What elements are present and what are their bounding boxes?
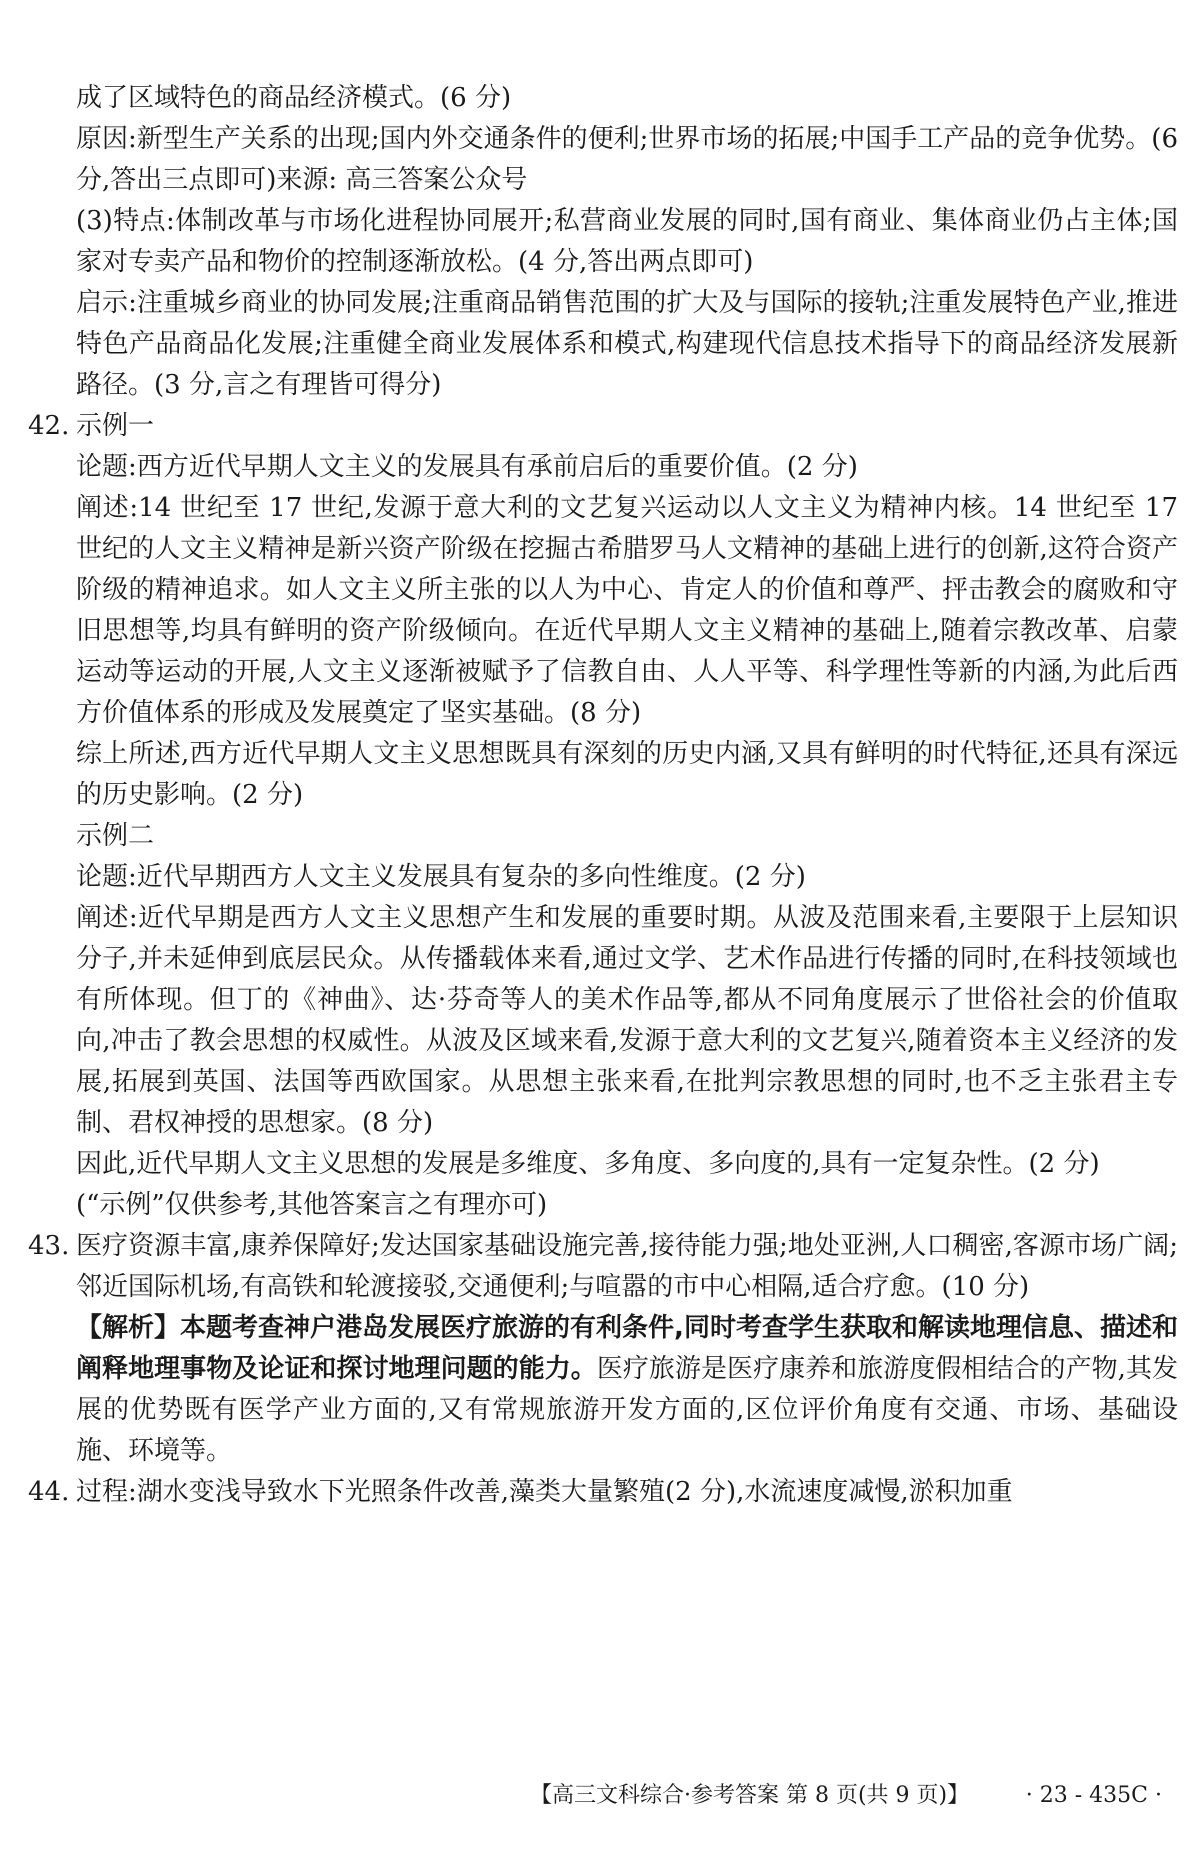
q42-example1-topic: 论题:西方近代早期人文主义的发展具有承前启后的重要价值。(2 分) xyxy=(76,452,858,482)
q42-number: 42. xyxy=(28,411,70,441)
q41-inspiration: 启示:注重城乡商业的协同发展;注重商品销售范围的扩大及与国际的接轨;注重发展特色产业,推进特色产品商品化发展;注重健全商业发展体系和模式,构建现代信息技术指导下的商品经济发展新路径。(3 分,言之有理皆可得分) xyxy=(76,288,1178,400)
q42-example1-conclusion: 综上所述,西方近代早期人文主义思想既具有深刻的历史内涵,又具有鲜明的时代特征,还具有深远的历史影响。(2 分) xyxy=(76,739,1178,810)
q43-number: 43. xyxy=(28,1231,70,1261)
q41-reasons: 原因:新型生产关系的出现;国内外交通条件的便利;世界市场的拓展;中国手工产品的竞争优势。(6 分,答出三点即可)来源: 高三答案公众号 xyxy=(76,124,1178,195)
q42-example2-body: 阐述:近代早期是西方人文主义思想产生和发展的重要时期。从波及范围来看,主要限于上层知识分子,并未延伸到底层民众。从传播载体来看,通过文学、艺术作品进行传播的同时,在科技领域也有所体现。但丁的《神曲》、达·芬奇等人的美术作品等,都从不同角度展示了世俗社会的价值取向,冲击了教会思想的权威性。从波及区域来看,发源于意大利的文艺复兴,随着资本主义经济的发展,拓展到英国、法国等西欧国家。从思想主张来看,在批判宗教思想的同时,也不乏主张君主专制、君权神授的思想家。(8 分) xyxy=(76,903,1178,1138)
q42-block xyxy=(28,406,1178,447)
q42-example2-conclusion: 因此,近代早期人文主义思想的发展是多维度、多角度、多向度的,具有一定复杂性。(2 分) xyxy=(76,1149,1100,1179)
q44-text: 过程:湖水变浅导致水下光照条件改善,藻类大量繁殖(2 分),水流速度减慢,淤积加重 xyxy=(76,1477,1013,1507)
q42-note: (“示例”仅供参考,其他答案言之有理亦可) xyxy=(76,1190,548,1220)
footer-code: · 23 - 435C · xyxy=(1025,1783,1162,1808)
q43-block xyxy=(28,1226,1178,1308)
q44-block xyxy=(28,1472,1178,1513)
q42-example1-title: 示例一 xyxy=(76,411,155,441)
page-footer xyxy=(0,1776,1200,1816)
q43-answer: 医疗资源丰富,康养保障好;发达国家基础设施完善,接待能力强;地处亚洲,人口稠密,客源市场广阔;邻近国际机场,有高铁和轮渡接驳,交通便利;与喧嚣的市中心相隔,适合疗愈。(10 分) xyxy=(76,1231,1178,1302)
q43-analysis-heading: 【解析】本题考查神户港岛发展医疗旅游的有利条件,同时考查学生获取和解读地理信息、描述和阐释地理事物及论证和探讨地理问题的能力。 xyxy=(76,1313,1178,1384)
q42-example2-topic: 论题:近代早期西方人文主义发展具有复杂的多向性维度。(2 分) xyxy=(76,862,806,892)
q41-characteristics: (3)特点:体制改革与市场化进程协同展开;私营商业发展的同时,国有商业、集体商业仍占主体;国家对专卖产品和物价的控制逐渐放松。(4 分,答出两点即可) xyxy=(76,206,1178,277)
q42-example1-body: 阐述:14 世纪至 17 世纪,发源于意大利的文艺复兴运动以人文主义为精神内核。14 世纪至 17 世纪的人文主义精神是新兴资产阶级在挖掘古希腊罗马人文精神的基础上进行的创新,这符合资产阶级的精神追求。如人文主义所主张的以人为中心、肯定人的价值和尊严、抨击教会的腐败和守旧思想等,均具有鲜明的资产阶级倾向。在近代早期人文主义精神的基础上,随着宗教改革、启蒙运动等运动的开展,人文主义逐渐被赋予了信教自由、人人平等、科学理性等新的内涵,为此后西方价值体系的形成及发展奠定了坚实基础。(8 分) xyxy=(76,493,1178,728)
page-content xyxy=(28,78,1178,1513)
q43-analysis xyxy=(28,1308,1178,1472)
footer-title: 【高三文科综合·参考答案 第 8 页(共 9 页)】 xyxy=(530,1783,970,1808)
q43-analysis-text: 医疗旅游是医疗康养和旅游度假相结合的产物,其发展的优势既有医学产业方面的,又有常规旅游开发方面的,区位评价角度有交通、市场、基础设施、环境等。 xyxy=(76,1354,1178,1466)
q41-paragraph-1: 成了区域特色的商品经济模式。(6 分) xyxy=(76,83,512,113)
q44-number: 44. xyxy=(28,1477,70,1507)
q42-example2-title: 示例二 xyxy=(76,821,155,851)
